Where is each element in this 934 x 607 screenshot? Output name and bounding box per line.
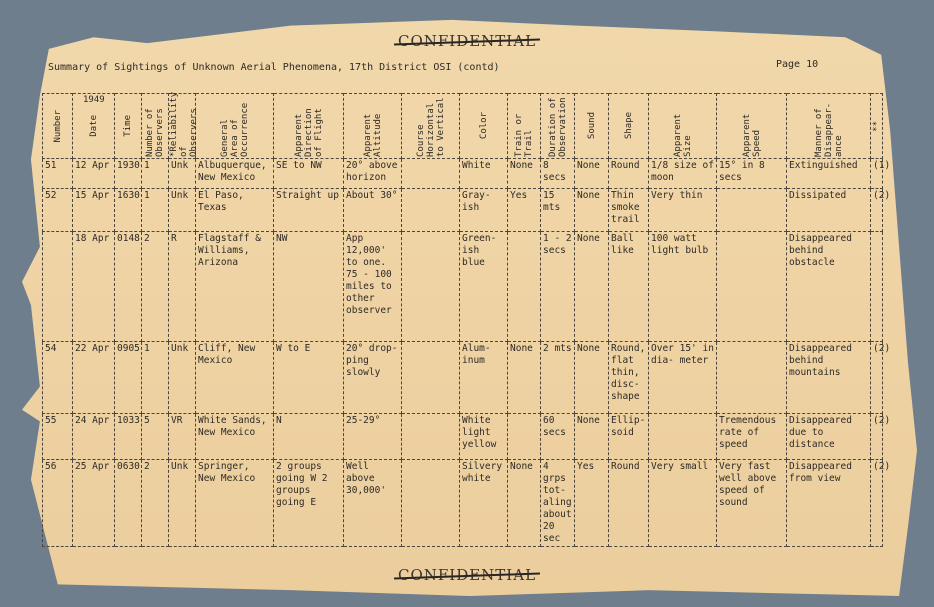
cell-trail: None	[508, 460, 541, 547]
header-row	[43, 94, 883, 159]
col-reliability-header: *Reliability of Observers	[169, 91, 199, 157]
col-color-header: Color	[460, 94, 508, 159]
cell-observers: 2	[142, 460, 169, 547]
cell-time: 1033	[115, 414, 142, 460]
cell-reliability: Unk	[169, 460, 196, 547]
cell-sound: None	[575, 232, 609, 342]
confidential-stamp-bottom: CONFIDENTIAL	[397, 566, 537, 584]
cell-color: White light yellow	[460, 414, 508, 460]
cell-area: Springer, New Mexico	[196, 460, 274, 547]
confidential-stamp-top: CONFIDENTIAL	[397, 32, 537, 50]
cell-duration: 2 mts	[541, 342, 575, 414]
cell-course	[402, 460, 460, 547]
col-direction-header: Apparent Direction of Flight	[274, 94, 344, 159]
cell-direction: Straight up	[274, 189, 344, 232]
cell-reliability: VR	[169, 414, 196, 460]
cell-shape: Round	[609, 460, 649, 547]
cell-speed: Very fast well above speed of sound	[717, 460, 787, 547]
cell-notes: (2)	[871, 414, 883, 460]
cell-manner: Disappeared behind obstacle	[787, 232, 871, 342]
col-sound-header: Sound	[575, 94, 609, 159]
col-date-header: 1949 Date	[73, 94, 115, 159]
table-row	[43, 189, 883, 232]
cell-shape: Ellip- soid	[609, 414, 649, 460]
cell-sound: Yes	[575, 460, 609, 547]
cell-date: 12 Apr	[73, 159, 115, 189]
cell-size: 1/8 size of moon	[649, 159, 717, 189]
cell-time: 0630	[115, 460, 142, 547]
cell-area: Albuquerque, New Mexico	[196, 159, 274, 189]
col-duration-header: Duration of Observation	[541, 94, 575, 159]
cell-duration: 60 secs	[541, 414, 575, 460]
table-row	[43, 342, 883, 414]
cell-speed	[717, 342, 787, 414]
col-manner-header: Manner of Disappear- ance	[787, 94, 871, 159]
table-row	[43, 159, 883, 189]
cell-trail: Yes	[508, 189, 541, 232]
document-title: Summary of Sightings of Unknown Aerial Phenomena, 17th District OSI (contd)	[48, 62, 500, 73]
cell-speed: Tremendous rate of speed	[717, 414, 787, 460]
cell-manner: Disappeared from view	[787, 460, 871, 547]
cell-observers: 1	[142, 189, 169, 232]
cell-notes: (2)	[871, 342, 883, 414]
cell-altitude: Well above 30,000'	[344, 460, 402, 547]
cell-shape: Thin smoke trail	[609, 189, 649, 232]
cell-color: White	[460, 159, 508, 189]
cell-manner: Extinguished	[787, 159, 871, 189]
cell-size	[649, 414, 717, 460]
year-label: 1949	[83, 95, 105, 105]
cell-area: Cliff, New Mexico	[196, 342, 274, 414]
cell-number: 52	[43, 189, 73, 232]
cell-date: 25 Apr	[73, 460, 115, 547]
cell-number: 51	[43, 159, 73, 189]
cell-sound: None	[575, 342, 609, 414]
cell-sound: None	[575, 414, 609, 460]
cell-shape: Round, flat thin, disc- shape	[609, 342, 649, 414]
cell-speed: 15° in 8 secs	[717, 159, 787, 189]
cell-size: Very small	[649, 460, 717, 547]
cell-course	[402, 414, 460, 460]
col-size-header: Apparent Size	[649, 94, 717, 159]
cell-time: 1930	[115, 159, 142, 189]
cell-direction: N	[274, 414, 344, 460]
cell-time: 0148	[115, 232, 142, 342]
sightings-table	[42, 91, 891, 547]
cell-observers: 1	[142, 342, 169, 414]
col-observers-header: Number of Observers	[142, 94, 169, 159]
cell-course	[402, 159, 460, 189]
table-row	[43, 232, 883, 342]
cell-size: 100 watt light bulb	[649, 232, 717, 342]
page-number: Page 10	[776, 59, 819, 70]
col-course-header: Course Horizontal to Vertical	[402, 94, 460, 159]
cell-number	[43, 232, 73, 342]
cell-area: White Sands, New Mexico	[196, 414, 274, 460]
col-altitude-header: Apparent Altitude	[344, 94, 402, 159]
cell-number: 54	[43, 342, 73, 414]
table-row	[43, 460, 883, 547]
cell-color: Silvery white	[460, 460, 508, 547]
cell-duration: 1 - 2 secs	[541, 232, 575, 342]
cell-altitude: 25-29°	[344, 414, 402, 460]
cell-reliability: Unk	[169, 342, 196, 414]
cell-area: Flagstaff & Williams, Arizona	[196, 232, 274, 342]
cell-trail	[508, 414, 541, 460]
cell-reliability: Unk	[169, 159, 196, 189]
cell-direction: W to E	[274, 342, 344, 414]
cell-manner: Dissipated	[787, 189, 871, 232]
cell-duration: 8 secs	[541, 159, 575, 189]
cell-number: 56	[43, 460, 73, 547]
cell-shape: Ball like	[609, 232, 649, 342]
cell-observers: 2	[142, 232, 169, 342]
cell-notes: (2)	[871, 460, 883, 547]
cell-time: 0905	[115, 342, 142, 414]
cell-reliability: R	[169, 232, 196, 342]
cell-size: Very thin	[649, 189, 717, 232]
cell-sound: None	[575, 159, 609, 189]
cell-sound: None	[575, 189, 609, 232]
cell-direction: SE to NW	[274, 159, 344, 189]
cell-time: 1630	[115, 189, 142, 232]
cell-trail: None	[508, 159, 541, 189]
cell-altitude: 20° drop- ping slowly	[344, 342, 402, 414]
cell-observers: 5	[142, 414, 169, 460]
cell-duration: 15 mts	[541, 189, 575, 232]
cell-trail: None	[508, 342, 541, 414]
cell-speed	[717, 232, 787, 342]
cell-manner: Disappeared due to distance	[787, 414, 871, 460]
col-speed-header: Apparent Speed	[717, 94, 787, 159]
col-trail-header: Train or Trail	[508, 94, 541, 159]
cell-altitude: App 12,000' to one. 75 - 100 miles to other observer	[344, 232, 402, 342]
cell-notes	[871, 232, 883, 342]
cell-trail	[508, 232, 541, 342]
col-time-header: Time	[115, 94, 142, 159]
cell-direction: NW	[274, 232, 344, 342]
cell-altitude: 20° above horizon	[344, 159, 402, 189]
cell-color: Alum- inum	[460, 342, 508, 414]
cell-course	[402, 189, 460, 232]
col-notes-header: **	[871, 94, 883, 159]
cell-color: Gray- ish	[460, 189, 508, 232]
cell-notes: (1)	[871, 159, 883, 189]
cell-altitude: About 30°	[344, 189, 402, 232]
cell-manner: Disappeared behind mountains	[787, 342, 871, 414]
cell-observers: 1	[142, 159, 169, 189]
col-number-header: Number	[43, 94, 73, 159]
cell-reliability: Unk	[169, 189, 196, 232]
cell-shape: Round	[609, 159, 649, 189]
cell-direction: 2 groups going W 2 groups going E	[274, 460, 344, 547]
cell-course	[402, 342, 460, 414]
cell-area: El Paso, Texas	[196, 189, 274, 232]
cell-notes: (2)	[871, 189, 883, 232]
table-row	[43, 414, 883, 460]
cell-date: 24 Apr	[73, 414, 115, 460]
cell-duration: 4 grps tot- aling about 20 sec	[541, 460, 575, 547]
cell-date: 15 Apr	[73, 189, 115, 232]
cell-speed	[717, 189, 787, 232]
col-area-header: General Area of Occurrence	[196, 94, 274, 159]
cell-number: 55	[43, 414, 73, 460]
cell-date: 22 Apr	[73, 342, 115, 414]
cell-size: Over 15' in dia- meter	[649, 342, 717, 414]
cell-color: Green- ish blue	[460, 232, 508, 342]
cell-course	[402, 232, 460, 342]
cell-date: 18 Apr	[73, 232, 115, 342]
col-shape-header: Shape	[609, 94, 649, 159]
